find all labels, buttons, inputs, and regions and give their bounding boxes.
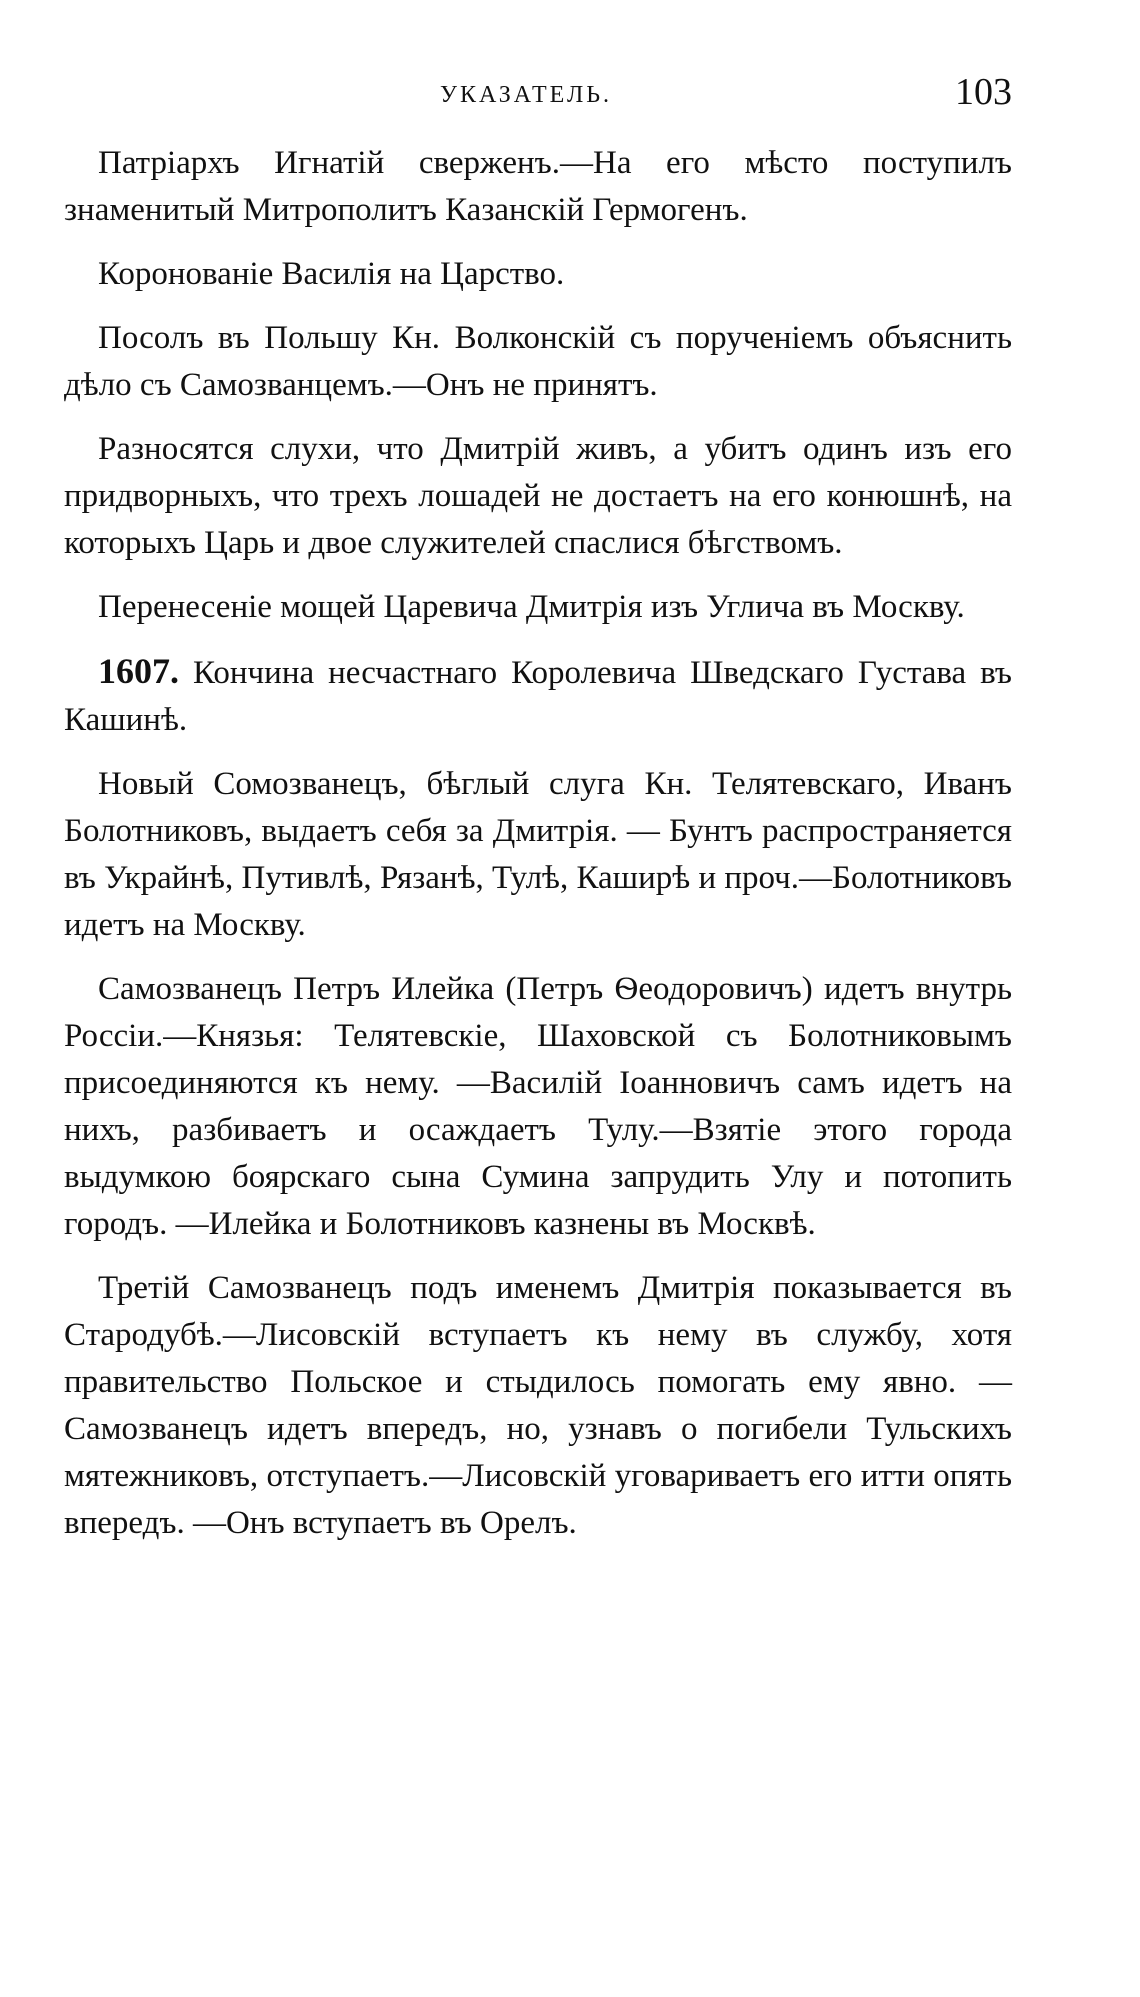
paragraph-1607-text: Кончина несчастнаго Королевича Шведскаго Густава въ Кашинѣ.	[64, 655, 1012, 738]
paragraph-patriarch: Патріархъ Игнатій сверженъ.—На его мѣсто поступилъ знаменитый Митрополитъ Казанскій Гермогенъ.	[64, 145, 1012, 228]
paragraph-relics: Перенесеніе мощей Царевича Дмитрія изъ Углича въ Москву.	[98, 589, 965, 625]
paragraph-envoy: Посолъ въ Польшу Кн. Волконскій съ порученіемъ объяснить дѣло съ Самозванцемъ.—Онъ не принятъ.	[64, 320, 1012, 403]
running-head: УКАЗАТЕЛЬ.	[440, 82, 613, 108]
year-marker: 1607.	[98, 651, 179, 691]
paragraph-bolotnikov: Новый Сомозванецъ, бѣглый слуга Кн. Телятевскаго, Иванъ Болотниковъ, выдаетъ себя за Дмитрія. — Бунтъ распространяется въ Украйнѣ, Путивлѣ, Рязанѣ, Тулѣ, Каширѣ и проч.—Болотниковъ идетъ на Москву.	[64, 766, 1012, 943]
paragraph-coronation: Коронованіе Василія на Царство.	[98, 256, 565, 292]
paragraph-third-pretender: Третій Самозванецъ подъ именемъ Дмитрія показывается въ Стародубѣ.—Лисовскій вступаетъ къ нему въ службу, хотя правительство Польское и стыдилось помогать ему явно. — Самозванецъ идетъ впередъ, но, узнавъ о погибели Тульскихъ мятежниковъ, отступаетъ.—Лисовскій уговариваетъ его итти опять впередъ. —Онъ вступаетъ въ Орелъ.	[64, 1270, 1012, 1541]
paragraph-ileyka: Самозванецъ Петръ Илейка (Петръ Ѳеодоровичъ) идетъ внутрь Россіи.—Князья: Телятевскіе, Шаховской съ Болотниковымъ присоединяются къ нему. —Василій Іоанновичъ самъ идетъ на нихъ, разбиваетъ и осаждаетъ Тулу.—Взятіе этого города выдумкою боярскаго сына Сумина запрудить Улу и потопить городъ. —Илейка и Болотниковъ казнены въ Москвѣ.	[64, 971, 1012, 1242]
body-text	[64, 140, 1012, 1564]
page-number: 103	[955, 71, 1012, 113]
paragraph-rumors: Разносятся слухи, что Дмитрій живъ, а убитъ одинъ изъ его придворныхъ, что трехъ лошадей не достаетъ на его конюшнѣ, на которыхъ Царь и двое служителей спаслися бѣгствомъ.	[64, 431, 1012, 561]
paragraph-1607	[64, 648, 1012, 744]
